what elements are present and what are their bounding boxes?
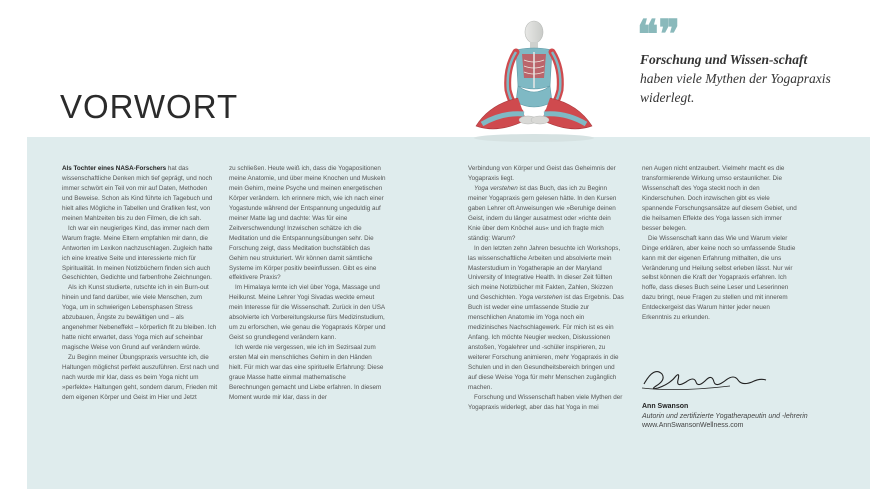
paragraph	[468, 184, 625, 244]
anatomy-figure-illustration	[468, 16, 600, 144]
quote-mark-icon: ❝❞	[637, 12, 681, 57]
paragraph-text: ist das Ergebnis. Das Buch ist weder eine umfassende Studie zur menschlichen Anatomie im Yoga noch ein medizinisches Nachschlagewerk. Für mich ist es ein Anfang. Ich möchte Neugier wecken, Diskussionen anstoßen, Yogalehrer und -schüler inspirieren, zu weiterer Forschung animieren, mehr Yogapraxis in die Schulen und in den Gesundheitsbereich bringen und auf diese Weise Yoga für mehr Menschen zugänglich machen.	[468, 294, 624, 391]
paragraph: Verbindung von Körper und Geist das Geheimnis der Yogapraxis liegt.	[468, 165, 616, 182]
book-title: Yoga verstehen	[518, 294, 563, 302]
text-column-2	[229, 164, 386, 403]
paragraph: Ich werde nie vergessen, wie ich im Sezirsaal zum ersten Mal ein menschliches Gehirn in den Händen hielt. Für mich war das eine spirituelle Erfahrung: Diese graue Masse hatte einmal mathematische Berechnungen gemacht und Liebe erfahren. In diesem Moment wurde mir klar, dass in der	[229, 344, 384, 401]
pull-quote-bold: Forschung und Wissen-schaft	[640, 52, 808, 67]
pull-quote-rest: haben viele Mythen der Yogapraxis widerlegt.	[640, 71, 831, 105]
author-role: Autorin und zertifizierte Yogatherapeutin und -lehrerin	[642, 412, 808, 420]
text-column-3	[468, 164, 625, 413]
paragraph: zu schließen. Heute weiß ich, dass die Yogapositionen meine Anatomie, und über meine Knochen und Muskeln mein Gehirn, meine Psyche und meinen energetischen Körper verändern. Ich erinnere mich, wie ich nach einer Yogastunde während der Entspannung ungeduldig auf meiner Matte lag und dachte: Was für eine Zeitverschwendung! Inzwischen schätze ich die Meditation und die Entspannungsübungen sehr. Die Forschung zeigt, dass Meditation buchstäblich das Gehirn neu strukturiert. Wir können damit sämtliche Systeme im Körper positiv beeinflussen. Gibt es eine effektivere Praxis?	[229, 165, 386, 282]
paragraph: Im Himalaya lernte ich viel über Yoga, Massage und Heilkunst. Meine Lehrer Yogi Sivadas weckte erneut mein Interesse für die Wissenschaft. Zurück in den USA absolvierte ich Vorbereitungskurse fürs Medizinstudium, um zu erforschen, wie genau die Yogapraxis Körper und Geist so grundlegend verändern kann.	[229, 284, 386, 342]
paragraph	[468, 244, 625, 393]
paragraph	[62, 164, 219, 224]
paragraph-text: ist das Buch, das ich zu Beginn meiner Yogapraxis gern gelesen hätte. In den Kursen gaben Lehrer oft Anweisungen wie »Beruhige deinen Geist, indem du länger ausatmest oder »richte dein Knie über dem Knöchel aus« und ich fragte mich ständig: Warum?	[468, 184, 617, 242]
paragraph: Forschung und Wissenschaft haben viele Mythen der Yogapraxis widerlegt, aber das hat Yoga in mei	[468, 393, 623, 411]
author-name: Ann Swanson	[642, 403, 689, 410]
book-title: Yoga verstehen	[474, 184, 518, 192]
author-block	[642, 402, 812, 431]
paragraph: nen Augen nicht entzaubert. Vielmehr macht es die transformierende Wirkung umso erstaunlicher. Die Wissenschaft des Yoga steckt noch in den Kinderschuhen. Doch inzwischen gibt es viele spannende Forschungsansätze auf diesem Gebiet, und die heilsamen Effekte des Yoga lassen sich immer besser belegen.	[642, 165, 797, 232]
paragraph: Zu Beginn meiner Übungspraxis versuchte ich, die Haltungen möglichst perfekt auszuführen. Erst nach und nach wurde mir klar, dass es beim Yoga nicht um »perfekte« Haltungen geht, sondern darum, Frieden mit dem eigenen Körper und Geist im Hier und Jetzt	[62, 354, 219, 401]
paragraph: Ich war ein neugieriges Kind, das immer nach dem Warum fragte. Meine Eltern empfahlen mir dann, die Antworten im Lexikon nachzuschlagen. Zugleich hatte ich eine kreative Seite und interessierte mich für Spiritualität. In meinen Notizbüchern finden sich auch Geschichten, Gedichte und farbenfrohe Zeichnungen.	[62, 224, 213, 282]
page-title: VORWORT	[60, 88, 239, 125]
paragraph-text: In den letzten zehn Jahren besuchte ich Workshops, las wissenschaftliche Arbeiten und absolvierte mein Masterstudium in Yogatherapie an der Maryland University of Integrative Health. In dieser Zeit füllten sich meine Notizbücher mit Fakten, Zahlen, Skizzen und Geschichten.	[468, 244, 621, 302]
text-column-1	[62, 164, 219, 403]
paragraph: Die Wissenschaft kann das Wie und Warum vieler Dinge erklären, aber keine noch so umfassende Studie kann mit der eigenen Erfahrung mithalten, die uns Veränderung und Heilung selbst erleben lässt. Nur wir selbst können die Kraft der Yogapraxis erfahren. Ich hoffe, dass dieses Buch seine Leser und Leserinnen dazu bringt, neue Fragen zu stellen und mit innerem Entdeckergeist das Warum hinter jeder neuen Erkenntnis zu erkunden.	[642, 234, 796, 322]
paragraph: Als ich Kunst studierte, rutschte ich in ein Burn-out hinein und fand darüber, wie viele Menschen, zum Yoga, um in schwierigen Lebensphasen Stress abzubauen, Ängste zu bewältigen und – als angenehmer Nebeneffekt – körperlich fit zu bleiben. Ich hatte nicht erwartet, dass Yoga mich auf scheinbar magische Weise von Grund auf verändern würde.	[62, 284, 217, 352]
text-column-4	[642, 164, 799, 323]
signature-image	[640, 362, 770, 396]
author-website: www.AnnSwansonWellness.com	[642, 422, 744, 429]
pull-quote	[640, 50, 840, 107]
lead-in: Als Tochter eines NASA-Forschers	[62, 165, 167, 172]
paragraph-text: hat das wissenschaftliche Denken mich tief geprägt, und noch immer schwört ein Teil von mir auf Daten, Methoden und Beweise. Schon als Kind führte ich Tagebuch und hielt alles Mögliche in Tabellen und Grafiken fest, von meinen Mahlzeiten bis zu den Filmen, die ich sah.	[62, 165, 213, 222]
